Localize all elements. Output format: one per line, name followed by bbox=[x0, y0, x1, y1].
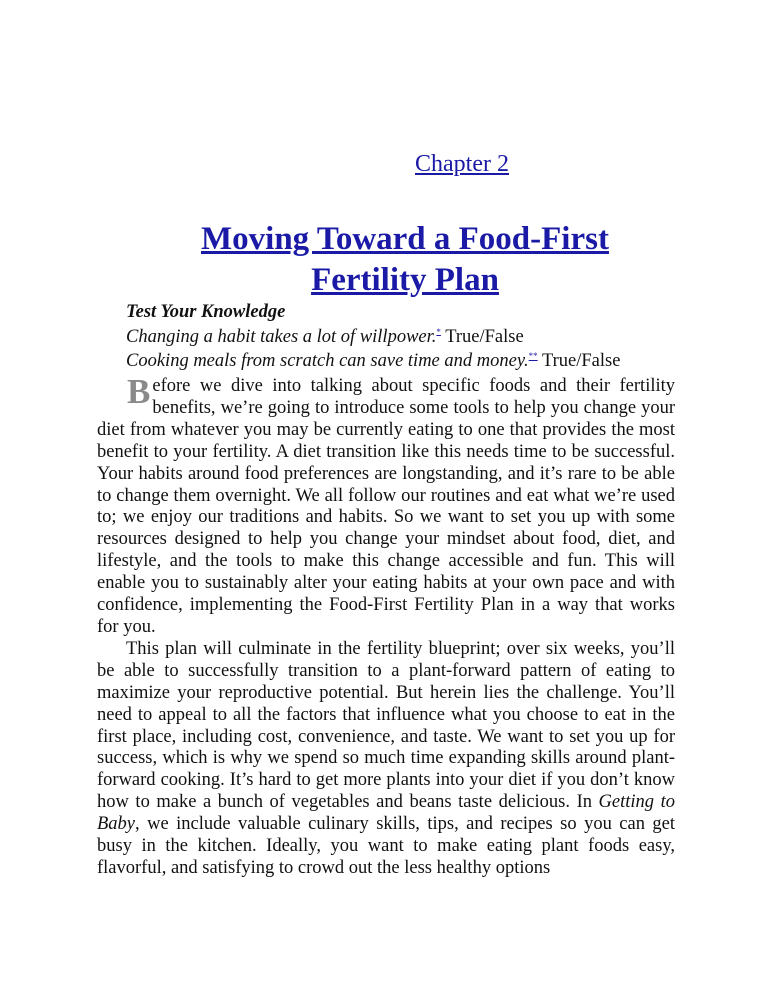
chapter-title bbox=[100, 219, 710, 301]
quiz-answer: True/False bbox=[445, 326, 524, 347]
chapter-title-line-2: Fertility Plan bbox=[311, 262, 499, 298]
footnote-link[interactable]: ** bbox=[528, 350, 538, 361]
paragraph bbox=[97, 639, 675, 880]
body-text bbox=[97, 372, 675, 880]
chapter-label bbox=[0, 148, 772, 180]
chapter-title-line-1: Moving Toward a Food-First bbox=[201, 221, 609, 257]
quiz-question: Cooking meals from scratch can save time and money. bbox=[126, 351, 529, 371]
footnote-link[interactable]: * bbox=[436, 326, 441, 337]
drop-cap: B bbox=[127, 372, 151, 411]
paragraph-text: This plan will culminate in the fertility blueprint; over six weeks, you’ll be able to successfully transition to a plant-forward pattern of eating to maximize your reproductive potential. But herein lies the challenge. You’ll need to appeal to all the factors that influence what you choose to eat in the first place, including cost, convenience, and taste. We want to set you up for success, which is why we spend so much time expanding skills around plant-forward cooking. It’s hard to get more plants into your diet if you don’t know how to make a bunch of vegetables and beans taste delicious. In bbox=[97, 638, 675, 813]
chapter-title-link[interactable] bbox=[201, 221, 609, 298]
quiz-question: Changing a habit takes a lot of willpower. bbox=[126, 326, 437, 347]
chapter-label-link[interactable]: Chapter 2 bbox=[415, 151, 509, 177]
paragraph-first-line: efore we dive into talking about specific foods and their fertility bbox=[152, 376, 675, 396]
book-title: Getting to Baby bbox=[97, 792, 675, 835]
paragraph bbox=[97, 372, 675, 639]
quiz-answer: True/False bbox=[541, 351, 621, 371]
paragraph-continuation: benefits, we’re going to introduce some tools to help you change your diet from whatever you may be currently eating to one that provides the most benefit to your fertility. A diet transition like this needs time to be successful. Your habits around food preferences are longstanding, and it’s rare to be able to change them overnight. We all follow our routines and eat what we’re used to; we enjoy our traditions and habits. So we want to set you up with some resources designed to help you change your mindset about food, diet, and lifestyle, and the tools to make this change accessible and fun. This will enable you to sustainably alter your eating habits at your own pace and with confidence, implementing the Food-First Fertility Plan in a way that works for you. bbox=[97, 397, 675, 637]
quiz-heading: Test Your Knowledge bbox=[126, 302, 286, 322]
paragraph-text: , we include valuable culinary skills, tips, and recipes so you can get busy in the kitchen. Ideally, you want to make eating plant foods easy, flavorful, and satisfying to crowd out the less healthy options bbox=[97, 814, 675, 878]
quiz-item bbox=[126, 349, 686, 374]
quiz-box bbox=[126, 300, 686, 374]
quiz-item bbox=[126, 325, 686, 350]
